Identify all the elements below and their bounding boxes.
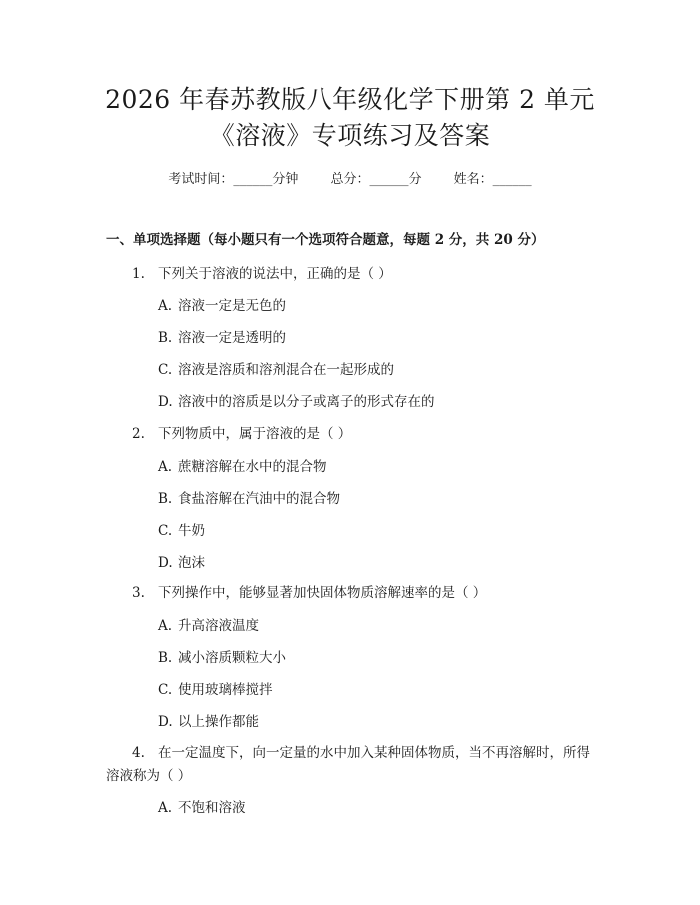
- option-text: 溶液一定是无色的: [178, 298, 286, 314]
- document-title-line-1: 2026 年春苏教版八年级化学下册第 2 单元: [105, 85, 595, 114]
- option-letter: C.: [158, 362, 173, 378]
- section-heading: 一、单项选择题（每小题只有一个选项符合题意，每题 2 分，共 20 分）: [106, 232, 545, 248]
- option-letter: B.: [158, 491, 173, 507]
- option-letter: A.: [158, 618, 173, 634]
- option-text: 使用玻璃棒搅拌: [178, 682, 273, 698]
- option-text: 不饱和溶液: [178, 800, 246, 816]
- option-text: 牛奶: [178, 523, 205, 539]
- question-3-option-d: [158, 710, 259, 730]
- option-letter: B.: [158, 650, 173, 666]
- question-text: 下列操作中，能够显著加快固体物质溶解速率的是（ ）: [158, 585, 487, 601]
- option-letter: D.: [158, 714, 173, 730]
- question-1: [132, 262, 392, 282]
- question-text: 下列关于溶液的说法中，正确的是（ ）: [158, 266, 392, 282]
- option-text: 升高溶液温度: [178, 618, 259, 634]
- option-letter: D.: [158, 555, 173, 571]
- question-2: [132, 422, 351, 442]
- question-1-option-a: [158, 294, 286, 314]
- option-letter: C.: [158, 523, 173, 539]
- option-text: 泡沫: [178, 555, 205, 571]
- question-2-option-a: [158, 455, 327, 475]
- option-text: 溶液是溶质和溶剂混合在一起形成的: [178, 362, 394, 378]
- option-letter: A.: [158, 800, 173, 816]
- question-2-option-b: [158, 487, 340, 507]
- exam-time-field: 考试时间：______分钟: [168, 172, 299, 187]
- option-text: 溶液中的溶质是以分子或离子的形式存在的: [178, 394, 435, 410]
- option-text: 溶液一定是透明的: [178, 330, 286, 346]
- question-4: [132, 741, 590, 761]
- question-4-option-a: [158, 796, 246, 816]
- question-text: 在一定温度下，向一定量的水中加入某种固体物质，当不再溶解时，所得: [158, 745, 590, 761]
- question-3-option-c: [158, 678, 273, 698]
- question-2-option-c: [158, 519, 205, 539]
- question-text: 下列物质中，属于溶液的是（ ）: [158, 426, 352, 442]
- question-4-text-continued: 溶液称为（ ）: [106, 768, 192, 784]
- question-3: [132, 581, 486, 601]
- question-3-option-a: [158, 614, 259, 634]
- option-text: 蔗糖溶解在水中的混合物: [178, 459, 327, 475]
- document-title-line-2: 《溶液》专项练习及答案: [209, 121, 491, 150]
- option-letter: A.: [158, 459, 173, 475]
- option-text: 减小溶质颗粒大小: [178, 650, 286, 666]
- question-number: 3.: [132, 585, 145, 601]
- question-number: 4.: [132, 745, 145, 761]
- exam-info-row: [0, 168, 700, 187]
- total-score-field: 总分：______分: [330, 172, 422, 187]
- question-number: 2.: [132, 426, 145, 442]
- question-1-option-b: [158, 326, 286, 346]
- option-text: 食盐溶解在汽油中的混合物: [178, 491, 340, 507]
- question-2-option-d: [158, 551, 205, 571]
- question-1-option-d: [158, 390, 435, 410]
- question-number: 1.: [132, 266, 145, 282]
- student-name-field: 姓名：______: [453, 172, 532, 187]
- question-3-option-b: [158, 646, 286, 666]
- option-letter: A.: [158, 298, 173, 314]
- question-1-option-c: [158, 358, 394, 378]
- option-letter: D.: [158, 394, 173, 410]
- option-letter: C.: [158, 682, 173, 698]
- option-letter: B.: [158, 330, 173, 346]
- option-text: 以上操作都能: [178, 714, 259, 730]
